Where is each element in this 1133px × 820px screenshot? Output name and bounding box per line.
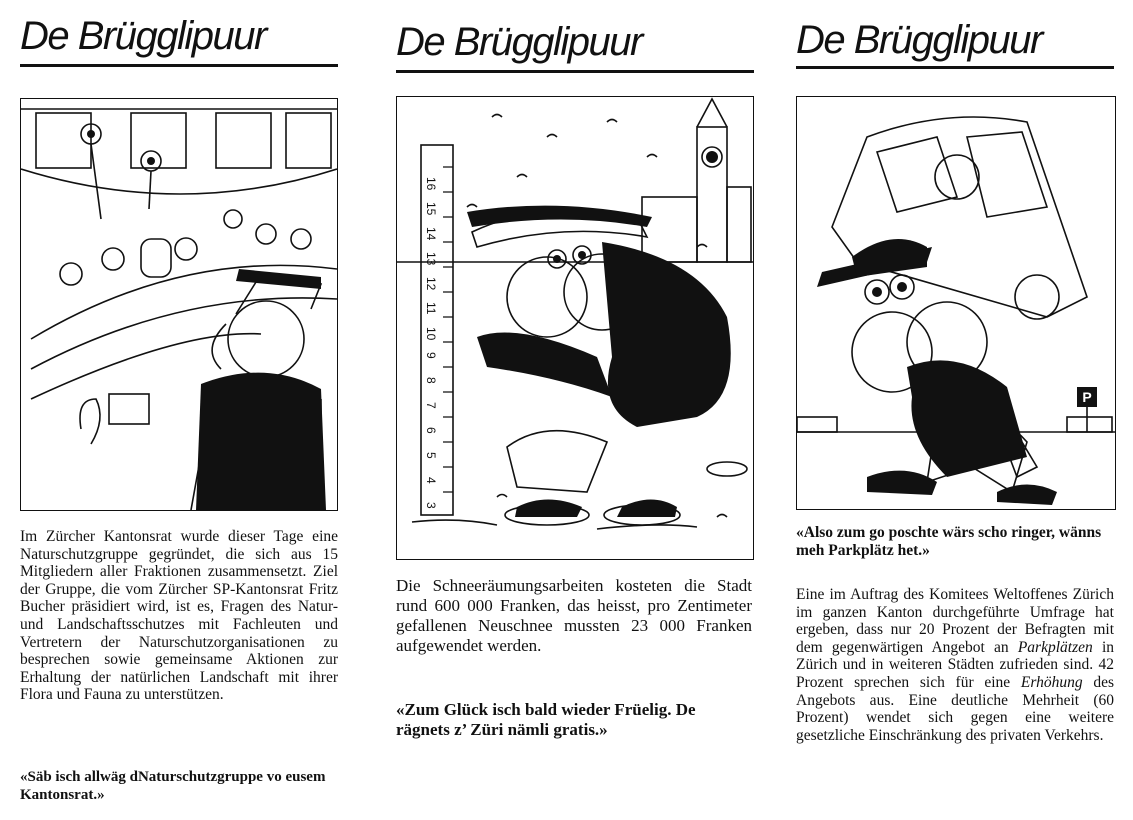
cartoon-quote: «Also zum go poschte wärs scho ringer, wänns meh Parkplätz het.»: [796, 524, 1102, 559]
car-carrying-drawing: [797, 97, 1115, 509]
column-parking: [796, 0, 1116, 820]
heading-rule: [396, 70, 754, 73]
snow-ruler-drawing: [397, 97, 753, 559]
column-heading: De Brügglipuur: [796, 18, 1042, 62]
column-heading: De Brügglipuur: [20, 14, 266, 58]
ruler-number: 6: [424, 427, 438, 434]
ruler-number: 9: [424, 352, 438, 359]
ruler-ticks: [443, 167, 453, 492]
column-heading: De Brügglipuur: [396, 20, 642, 64]
caption-text: in Zürich und in weiteren Städten zufrieden sind. 42 Prozent sprechen sich für eine: [796, 638, 1114, 691]
ruler-number: 7: [424, 402, 438, 409]
car-carrying-cartoon: [796, 96, 1116, 510]
heading-rule: [796, 66, 1114, 69]
caption-emphasis: Erhöhung: [1020, 673, 1083, 691]
column-snow: [396, 0, 758, 820]
ruler-number: 10: [424, 327, 438, 341]
article-caption: Im Zürcher Kantonsrat wurde dieser Tage eine Naturschutzgruppe gegründet, die sich aus 15 Mitgliedern aller Fraktionen zusammensetzt. Ziel der Gruppe, die vom Zürcher SP-Kantonsrat Fritz Bucher präsidiert wird, ist es, Fragen des Natur- und Landschaftsschutzes mit Fachleuten und Vertretern der Naturschutzorganisationen zu besprechen sowie gemeinsame Aktionen zur Erhaltung der natürlichen Landschaft mit ihrer Flora und Fauna zu unterstützen.: [20, 528, 338, 704]
article-caption: Die Schneeräumungsarbeiten kosteten die Stadt rund 600 000 Franken, das heisst, pro Zentimeter gefallenen Neuschnee mussten 23 000 Franken aufgewendet werden.: [396, 576, 752, 655]
ruler-number: 16: [424, 177, 438, 191]
caption-text: des Angebots aus. Eine deutliche Mehrheit (60 Prozent) wendet sich gegen eine weitere gesetzliche Einschränkung des privaten Verkehrs.: [796, 673, 1114, 744]
ruler-number: 8: [424, 377, 438, 384]
parking-sign: P: [1082, 389, 1092, 405]
cartoon-quote: «Zum Glück isch bald wieder Früelig. De rägnets z’ Züri nämli gratis.»: [396, 700, 696, 739]
ruler-number: 11: [424, 302, 438, 315]
ruler-number: 5: [424, 452, 438, 459]
caption-text: Eine im Auftrag des Komitees Weltoffenes Zürich im ganzen Kanton durchgeführte Umfrage hat ergeben, dass nur 20 Prozent der Befragten mit dem gegenwärtigen Angebot an: [796, 586, 1114, 656]
council-chamber-drawing: [21, 99, 337, 510]
ruler-number: 15: [424, 202, 438, 216]
ruler-number: 13: [424, 252, 438, 266]
ruler-number: 4: [424, 477, 438, 484]
heading-rule: [20, 64, 338, 67]
council-chamber-cartoon: [20, 98, 338, 511]
caption-emphasis: Parkplätzen: [1017, 638, 1093, 656]
cartoon-quote: «Säb isch allwäg dNaturschutzgruppe vo eusem Kantonsrat.»: [20, 769, 326, 803]
article-caption: [796, 586, 1114, 744]
ruler-number: 14: [424, 227, 438, 241]
ruler-number: 12: [424, 277, 438, 291]
snow-ruler-cartoon: [396, 96, 754, 560]
column-council: [20, 0, 340, 820]
ruler-number: 3: [424, 502, 438, 509]
